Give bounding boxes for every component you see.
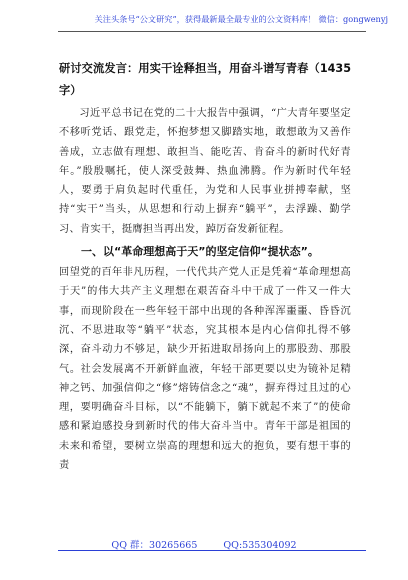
document-body xyxy=(59,58,351,475)
intro-paragraph: 习近平总书记在党的二十大报告中强调，“广大青年要坚定不移听党话、跟党走，怀抱梦想又脚踏实地，敢想敢为又善作善成，立志做有理想、敢担当、能吃苦、肯奋斗的新时代好青年。”殷殷嘱托，使人深受鼓舞、热血沸腾。作为新时代年轻人，要勇于肩负起时代重任，为党和人民事业拼搏奉献，坚持“实干”当头，从思想和行动上摒弃“躺平”，去浮躁、勤学习、肯实干，挺膺担当再出发，踔厉奋发新征程。 xyxy=(59,108,351,235)
header-note: 关注头条号“公文研究”，获得最新最全最专业的公文资料库！ 微信：gongwenyj xyxy=(94,14,388,24)
document-title: 研讨交流发言：用实干诠释担当，用奋斗谱写青春（1435字） xyxy=(59,62,351,97)
footer-divider xyxy=(58,550,366,551)
footer-qq-group: QQ 群：30265665 xyxy=(111,540,198,551)
footer-contact xyxy=(0,537,408,551)
section-heading: 一、以“革命理想高于天”的坚定信仰“提状态”。 xyxy=(81,245,319,259)
header-divider xyxy=(58,31,366,32)
section-paragraph: 回望党的百年非凡历程，一代代共产党人正是凭着“革命理想高于天”的伟大共产主义理想在艰苦奋斗中干成了一件又一件大事，而现阶段在一些年轻干部中出现的各种浑浑噩噩、昏昏沉沉、不思进取等“躺平”状态，究其根本是内心信仰扎得不够深，奋斗动力不够足，缺少开拓进取昂扬向上的那股劲、那股气。社会发展离不开新鲜血液，年轻干部更要以史为镜补足精神之钙、加强信仰之“修”熔铸信念之“魂”，摒弃得过且过的心理，要明确奋斗目标，以“不能躺下，躺下就起不来了”的使命感和紧迫感投身到新时代的伟大奋斗当中。青年干部是祖国的未来和希望，要树立崇高的理想和远大的抱负，要有想干事的责 xyxy=(59,267,351,472)
footer-qq: QQ:535304092 xyxy=(223,540,297,551)
